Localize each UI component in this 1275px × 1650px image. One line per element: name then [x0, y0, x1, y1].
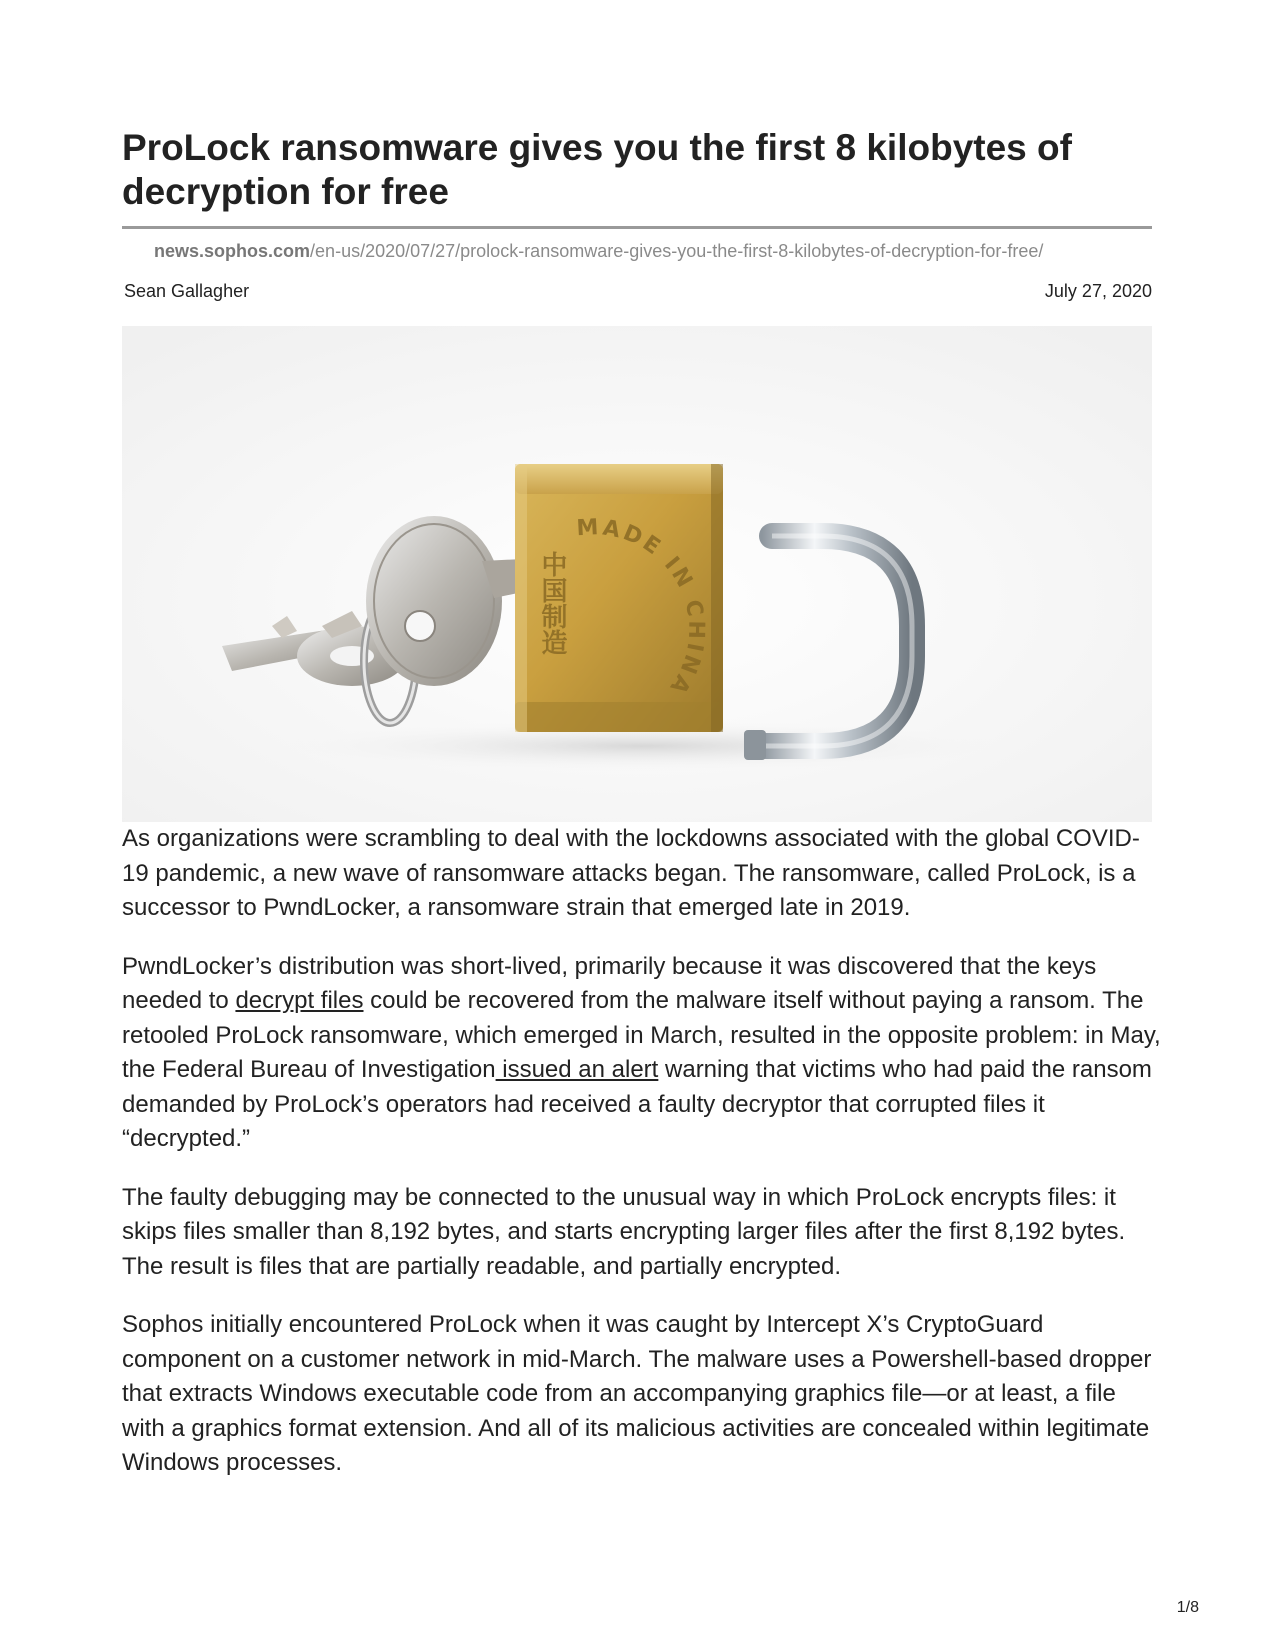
- lock-engraving-en: MADE IN CHINA: [575, 514, 709, 701]
- paragraph-3: The faulty debugging may be connected to the unusual way in which ProLock encrypts files: it skips files smaller than 8,192 bytes, and starts encrypting larger files after the first 8,192 bytes. The result is files that are partially readable, and partially encrypted.: [122, 1183, 1126, 1280]
- paragraph-4: Sophos initially encountered ProLock when it was caught by Intercept X’s CryptoGuard component on a customer network in mid-March. The malware uses a Powershell-based dropper that extracts Windows executable code from an accompanying graphics file—or at least, a file with a graphics format extension. And all of its malicious activities are concealed within legitimate Windows processes.: [122, 1311, 1152, 1476]
- hero-image-padlock: [122, 326, 1152, 822]
- paragraph-2-text-b: could be recovered from the malware itself without paying a ransom. The retooled ProLock ransomware, which emerged in March, resulted in the opposite problem: in May, the Federal Bureau of Investigation: [122, 987, 1161, 1083]
- paragraph-1: As organizations were scrambling to deal with the lockdowns associated with the global COVID-19 pandemic, a new wave of ransomware attacks began. The ransomware, called ProLock, is a successor to PwndLocker, a ransomware strain that emerged late in 2019.: [122, 825, 1140, 921]
- padlock-illustration: [122, 326, 1152, 822]
- lock-engraving-cn: 中国制造: [537, 551, 567, 655]
- article-author: Sean Gallagher: [124, 281, 250, 301]
- page-number: 1/8: [1176, 1599, 1199, 1616]
- paragraph-2: [122, 950, 1162, 1157]
- article-body: [122, 822, 1162, 1505]
- decrypt-files-link[interactable]: decrypt files: [235, 987, 364, 1014]
- title-divider: [122, 226, 1152, 229]
- article-date: July 27, 2020: [1044, 281, 1152, 301]
- paragraph-2-text-a: PwndLocker’s distribution was short-lived, primarily because it was discovered that the keys needed to: [122, 952, 1097, 1014]
- article-title: ProLock ransomware gives you the first 8 kilobytes of decryption for free: [122, 127, 1072, 212]
- paragraph-2-text-c: warning that victims who had paid the ransom demanded by ProLock’s operators had received a faulty decryptor that corrupted files it “decrypted.”: [122, 1056, 1152, 1152]
- source-url[interactable]: [154, 240, 1043, 262]
- source-path: /en-us/2020/07/27/prolock-ransomware-gives-you-the-first-8-kilobytes-of-decryption-for-free/: [310, 241, 1044, 261]
- issued-an-alert-link[interactable]: issued an alert: [495, 1056, 659, 1083]
- source-domain: news.sophos.com: [154, 241, 311, 261]
